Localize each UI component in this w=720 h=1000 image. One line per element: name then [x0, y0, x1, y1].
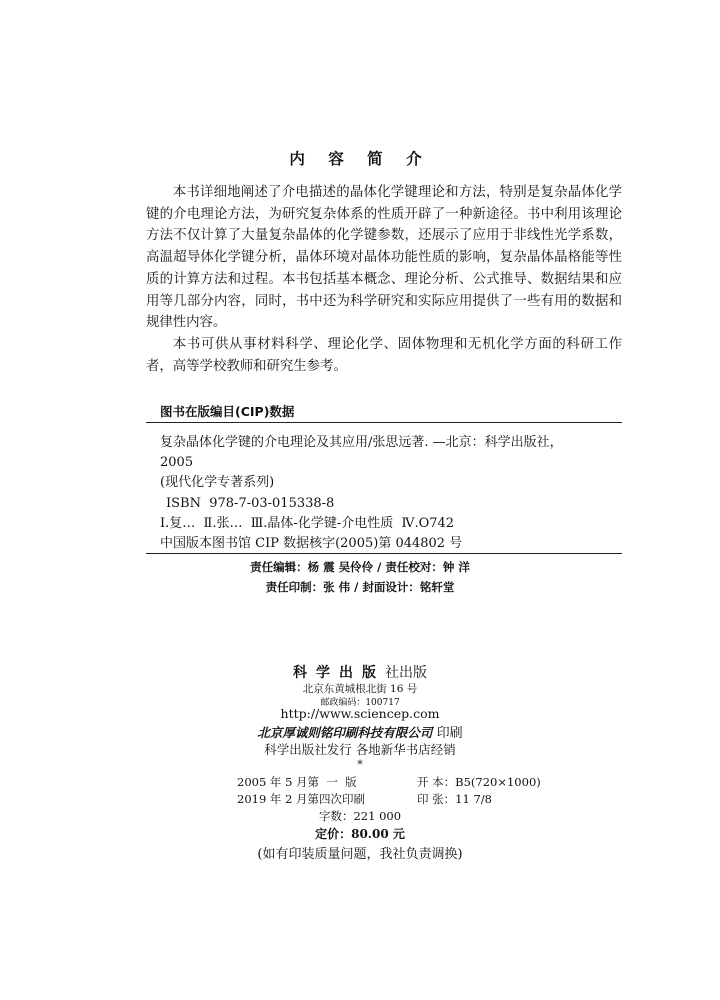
publisher-postcode: 邮政编码：100717: [320, 698, 400, 708]
cip-bottom-divider: [146, 553, 622, 554]
summary-body: [146, 182, 622, 377]
cip-series-line: (现代化学专著系列): [160, 475, 275, 491]
cip-data-block: [160, 433, 615, 554]
cip-year-line: 2005: [160, 455, 194, 471]
separator-asterisk: *: [357, 758, 363, 771]
print-sheets: 印 张：11 7/8: [417, 791, 492, 806]
cip-title-line: 复杂晶体化学键的介电理论及其应用/张思远著. —北京：科学出版社，: [160, 435, 563, 450]
word-count: 字数：221 000: [318, 809, 402, 823]
price: 定价：80.00 元: [315, 827, 405, 841]
editor-credits: 责任编辑：杨 震 吴伶伶 / 责任校对：钟 洋: [250, 560, 470, 574]
distribution-line: 科学出版社发行 各地新华书店经销: [264, 742, 456, 757]
cip-heading: 图书在版编目(CIP)数据: [160, 404, 295, 419]
cip-record-number: 中国版本图书馆 CIP 数据核字(2005)第 044802 号: [160, 536, 463, 552]
printer-name: 北京厚诚则铭印刷科技有限公司: [257, 725, 433, 740]
publisher-suffix: 社出版: [385, 665, 427, 681]
summary-title: 内 容 简 介: [289, 150, 431, 168]
edition-info: [237, 774, 541, 807]
publisher-line: [0, 662, 720, 682]
summary-paragraph-2: 本书可供从事材料科学、理论化学、固体物理和无机化学方面的科研工作者，高等学校教师和研究生参考。: [146, 336, 622, 374]
book-format: 开 本：B5(720×1000): [417, 775, 541, 789]
printing-date: 2019 年 2 月第四次印刷: [237, 791, 366, 806]
publisher-address: 北京东黄城根北街 16 号: [302, 683, 418, 695]
publisher-url: http://www.sciencep.com: [280, 706, 440, 721]
quality-notice: (如有印装质量问题，我社负责调换): [257, 847, 463, 862]
printer-line: [0, 722, 720, 741]
cip-top-divider: [146, 422, 622, 423]
publisher-name: 科学出版: [293, 665, 385, 681]
printing-row: [237, 791, 541, 808]
cip-isbn: ISBN 978-7-03-015338-8: [166, 495, 335, 511]
edition-date: 2005 年 5 月第 一 版: [237, 775, 357, 789]
printer-suffix: 印刷: [432, 726, 463, 741]
edition-row: [237, 774, 541, 791]
summary-paragraph-1: 本书详细地阐述了介电描述的晶体化学键理论和方法，特别是复杂晶体化学键的介电理论方法，为研究复杂体系的性质开辟了一种新途径。书中利用该理论方法不仅计算了大量复杂晶体的化学键参数，还展示了应用于非线性光学系数，高温超导体化学键分析，晶体环境对晶体功能性质的影响，复杂晶体晶格能等性质的计算方法和过程。本书包括基本概念、理论分析、公式推导、数据结果和应用等几部分内容，同时，书中还为科学研究和实际应用提供了一些有用的数据和规律性内容。: [146, 185, 622, 331]
production-credits: 责任印制：张 伟 / 封面设计：铭轩堂: [265, 580, 455, 594]
cip-classification: Ⅰ.复… Ⅱ.张… Ⅲ.晶体-化学键-介电性质 Ⅳ.O742: [160, 515, 455, 531]
